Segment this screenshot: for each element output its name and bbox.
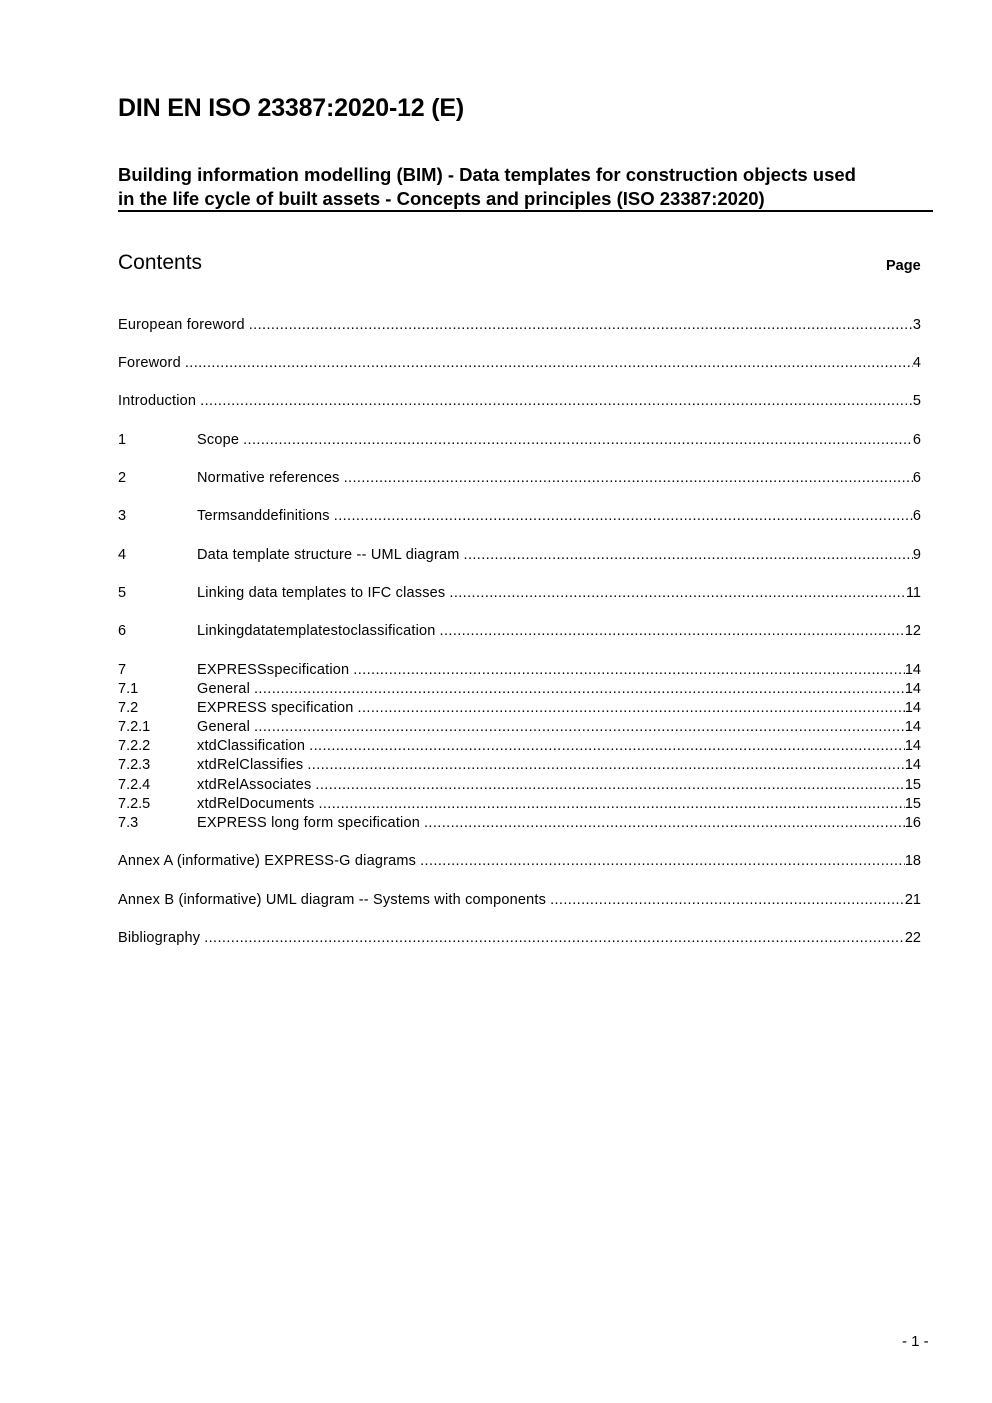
toc-entry-line [197, 622, 921, 641]
toc-dot-leader [334, 507, 913, 526]
toc-entry[interactable] [118, 584, 921, 603]
toc-entry[interactable] [118, 891, 921, 910]
toc-dot-leader [424, 814, 905, 833]
toc-entry-page: 14 [904, 719, 921, 735]
toc-entry[interactable] [118, 680, 921, 699]
toc-entry-title: Linkingdatatemplatestoclassification [197, 623, 436, 639]
toc-dot-leader [309, 737, 905, 756]
toc-entry-title: Data template structure -- UML diagram [197, 547, 460, 563]
toc-entry[interactable] [118, 776, 921, 795]
toc-entry-page: 12 [904, 623, 921, 639]
toc-dot-leader [464, 546, 913, 565]
toc-entry[interactable] [118, 354, 921, 373]
toc-entry-title: European foreword [118, 317, 245, 333]
contents-heading: Contents [118, 251, 203, 274]
toc-entry-page: 15 [904, 796, 921, 812]
toc-dot-leader [204, 929, 905, 948]
toc-dot-leader [449, 584, 906, 603]
toc-entry-title: Bibliography [118, 930, 201, 946]
toc-entry-title: xtdRelClassifies [197, 757, 304, 773]
toc-entry[interactable] [118, 392, 921, 411]
toc-dot-leader [249, 316, 913, 335]
toc-entry-line [197, 469, 921, 488]
toc-entry-page: 11 [905, 585, 921, 601]
toc-entry[interactable] [118, 929, 921, 948]
toc-entry-number: 7.2.4 [118, 777, 151, 793]
toc-entry-line [118, 354, 921, 373]
toc-entry-page: 5 [912, 393, 921, 409]
toc-entry-title: General [197, 681, 250, 697]
document-title [118, 163, 933, 211]
toc-entry-number: 7.2.1 [118, 719, 151, 735]
toc-entry-line [197, 546, 921, 565]
toc-entry-title: Annex B (informative) UML diagram -- Systems with components [118, 892, 547, 908]
document-id: DIN EN ISO 23387:2020-12 (E) [118, 94, 464, 122]
toc-dot-leader [344, 469, 913, 488]
toc-entry[interactable] [118, 699, 921, 718]
toc-entry-page: 14 [904, 681, 921, 697]
toc-entry-page: 4 [912, 355, 921, 371]
toc-entry-page: 14 [904, 738, 921, 754]
toc-dot-leader [254, 718, 905, 737]
toc-entry-line [197, 431, 921, 450]
toc-entry-number: 5 [118, 585, 127, 601]
toc-entry-line [118, 316, 921, 335]
toc-entry-page: 18 [904, 853, 921, 869]
toc-entry-page: 6 [912, 432, 921, 448]
document-title-line-1: Building information modelling (BIM) - Data templates for construction objects used [118, 164, 856, 185]
toc-entry-line [197, 814, 921, 833]
toc-entry-number: 7.2.3 [118, 757, 151, 773]
toc-entry-title: Normative references [197, 470, 340, 486]
toc-entry-number: 6 [118, 623, 127, 639]
toc-entry-title: Termsanddefinitions [197, 508, 330, 524]
toc-entry-number: 1 [118, 432, 127, 448]
toc-dot-leader [315, 776, 904, 795]
toc-entry-page: 14 [904, 757, 921, 773]
toc-entry-number: 4 [118, 547, 127, 563]
toc-entry-number: 7.3 [118, 815, 139, 831]
toc-dot-leader [550, 891, 905, 910]
toc-entry-title: Introduction [118, 393, 197, 409]
toc-entry-line [197, 584, 921, 603]
toc-entry[interactable] [118, 431, 921, 450]
toc-entry[interactable] [118, 622, 921, 641]
toc-entry-page: 6 [912, 470, 921, 486]
toc-entry-line [197, 776, 921, 795]
toc-entry[interactable] [118, 316, 921, 335]
toc-entry-title: Scope [197, 432, 240, 448]
toc-entry-page: 3 [912, 317, 921, 333]
toc-entry-number: 7.2.5 [118, 796, 151, 812]
toc-entry-line [197, 795, 921, 814]
toc-dot-leader [254, 680, 905, 699]
toc-entry-page: 6 [912, 508, 921, 524]
document-title-line-2: in the life cycle of built assets - Concepts and principles (ISO 23387:2020) [118, 188, 765, 209]
toc-dot-leader [353, 661, 905, 680]
page-number: - 1 - [902, 1333, 929, 1350]
toc-entry-title: EXPRESSspecification [197, 662, 350, 678]
toc-dot-leader [440, 622, 905, 641]
toc-dot-leader [185, 354, 913, 373]
toc-entry-line [197, 699, 921, 718]
toc-entry-line [118, 929, 921, 948]
toc-entry[interactable] [118, 814, 921, 833]
toc-dot-leader [420, 852, 905, 871]
toc-entry-title: xtdClassification [197, 738, 306, 754]
toc-entry[interactable] [118, 661, 921, 680]
toc-entry-line [197, 507, 921, 526]
toc-entry[interactable] [118, 469, 921, 488]
page-column-label: Page [886, 258, 921, 274]
toc-dot-leader [358, 699, 905, 718]
toc-entry-title: xtdRelAssociates [197, 777, 312, 793]
toc-entry-line [118, 891, 921, 910]
toc-entry-line [197, 718, 921, 737]
toc-entry-number: 7.2.2 [118, 738, 151, 754]
toc-entry[interactable] [118, 546, 921, 565]
toc-entry-title: EXPRESS specification [197, 700, 354, 716]
toc-entry[interactable] [118, 718, 921, 737]
toc-entry-title: General [197, 719, 250, 735]
toc-dot-leader [318, 795, 904, 814]
toc-entry-title: xtdRelDocuments [197, 796, 315, 812]
toc-entry[interactable] [118, 756, 921, 775]
toc-entry-number: 2 [118, 470, 127, 486]
toc-entry-page: 22 [904, 930, 921, 946]
toc-entry-number: 3 [118, 508, 127, 524]
toc-entry-number: 7.1 [118, 681, 139, 697]
title-underline-divider [118, 210, 933, 212]
toc-entry-page: 16 [904, 815, 921, 831]
toc-entry-line [118, 392, 921, 411]
toc-entry-page: 9 [912, 547, 921, 563]
toc-entry-line [197, 756, 921, 775]
toc-entry[interactable] [118, 737, 921, 756]
toc-entry-number: 7 [118, 662, 127, 678]
toc-entry-number: 7.2 [118, 700, 139, 716]
toc-entry[interactable] [118, 795, 921, 814]
toc-entry-title: Annex A (informative) EXPRESS-G diagrams [118, 853, 417, 869]
toc-entry[interactable] [118, 852, 921, 871]
toc-entry-page: 21 [904, 892, 921, 908]
toc-entry-line [197, 661, 921, 680]
toc-entry-line [197, 680, 921, 699]
toc-entry[interactable] [118, 507, 921, 526]
toc-entry-page: 14 [904, 700, 921, 716]
toc-dot-leader [200, 392, 913, 411]
toc-dot-leader [307, 756, 905, 775]
toc-dot-leader [243, 431, 913, 450]
toc-entry-page: 15 [904, 777, 921, 793]
toc-entry-title: Foreword [118, 355, 181, 371]
toc-entry-page: 14 [904, 662, 921, 678]
toc-entry-line [197, 737, 921, 756]
toc-entry-line [118, 852, 921, 871]
toc-entry-title: EXPRESS long form specification [197, 815, 420, 831]
toc-entry-title: Linking data templates to IFC classes [197, 585, 446, 601]
